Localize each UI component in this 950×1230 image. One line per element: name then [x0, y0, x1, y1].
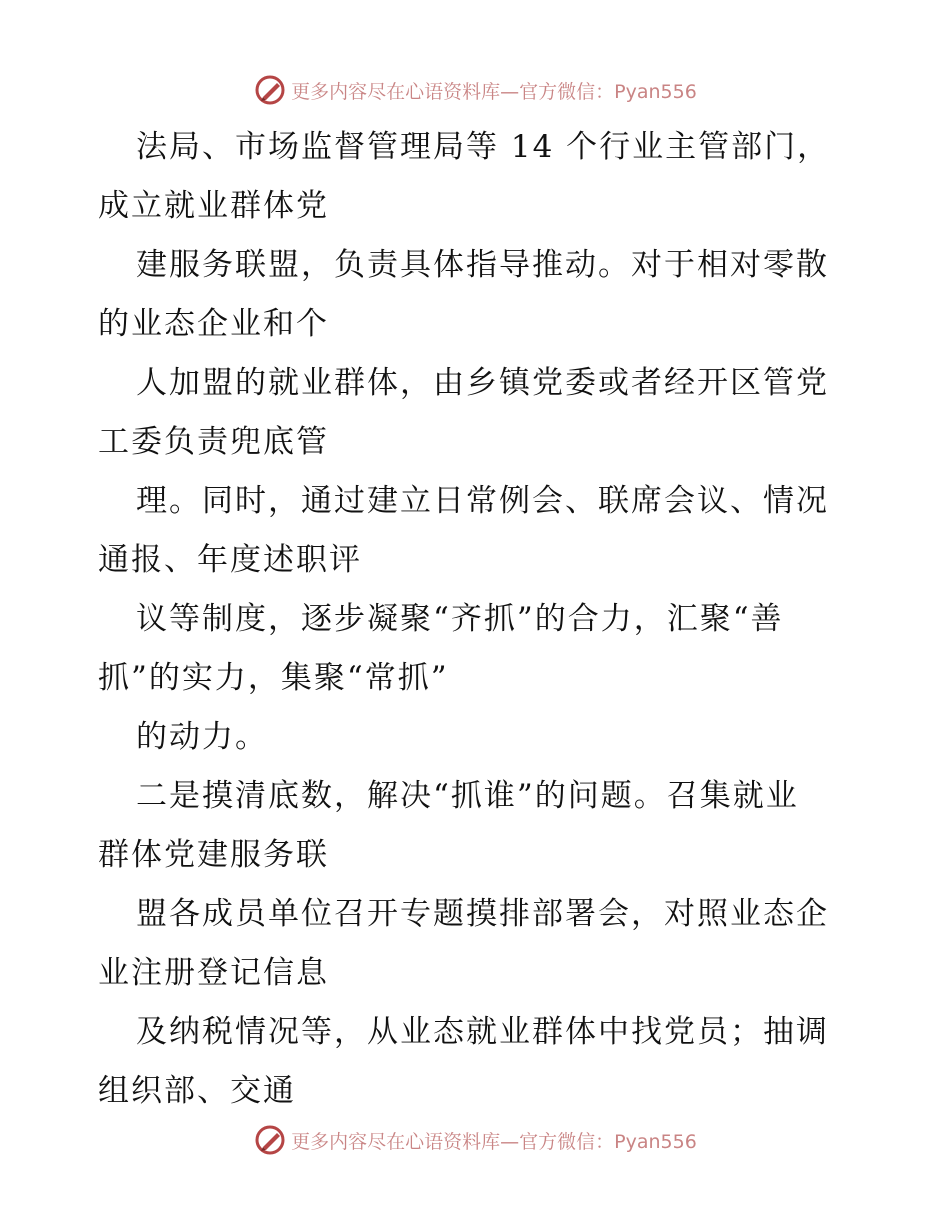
footer-banner [0, 1120, 950, 1160]
text-line: 的动力。 [136, 719, 268, 755]
footer-banner-text: 更多内容尽在心语资料库—官方微信：Pyan556 [291, 1130, 697, 1153]
text-line: 人加盟的就业群体，由乡镇党委或者经开区管党 [136, 365, 829, 401]
pen-logo-icon [253, 1123, 287, 1157]
text-line: 群体党建服务联 [98, 837, 329, 873]
text-line: 及纳税情况等，从业态就业群体中找党员；抽调 [136, 1014, 829, 1050]
text-line: 抓”的实力，集聚“常抓” [98, 660, 449, 696]
document-body [98, 118, 858, 1121]
text-line: 工委负责兜底管 [98, 424, 329, 460]
text-line: 组织部、交通 [98, 1073, 296, 1109]
header-banner-text: 更多内容尽在心语资料库—官方微信：Pyan556 [291, 80, 697, 103]
text-line: 通报、年度述职评 [98, 542, 362, 578]
text-line: 的业态企业和个 [98, 306, 329, 342]
text-line: 业注册登记信息 [98, 955, 329, 991]
text-line: 成立就业群体党 [98, 188, 329, 224]
text-line: 议等制度，逐步凝聚“齐抓”的合力，汇聚“善 [136, 601, 784, 637]
text-line: 建服务联盟，负责具体指导推动。对于相对零散 [136, 247, 829, 283]
text-line: 法局、市场监督管理局等 14 个行业主管部门， [136, 129, 831, 165]
pen-logo-icon [253, 73, 287, 107]
text-line: 理。同时，通过建立日常例会、联席会议、情况 [136, 483, 829, 519]
text-line: 二是摸清底数，解决“抓谁”的问题。召集就业 [136, 778, 799, 814]
header-banner [0, 70, 950, 110]
text-line: 盟各成员单位召开专题摸排部署会，对照业态企 [136, 896, 829, 932]
